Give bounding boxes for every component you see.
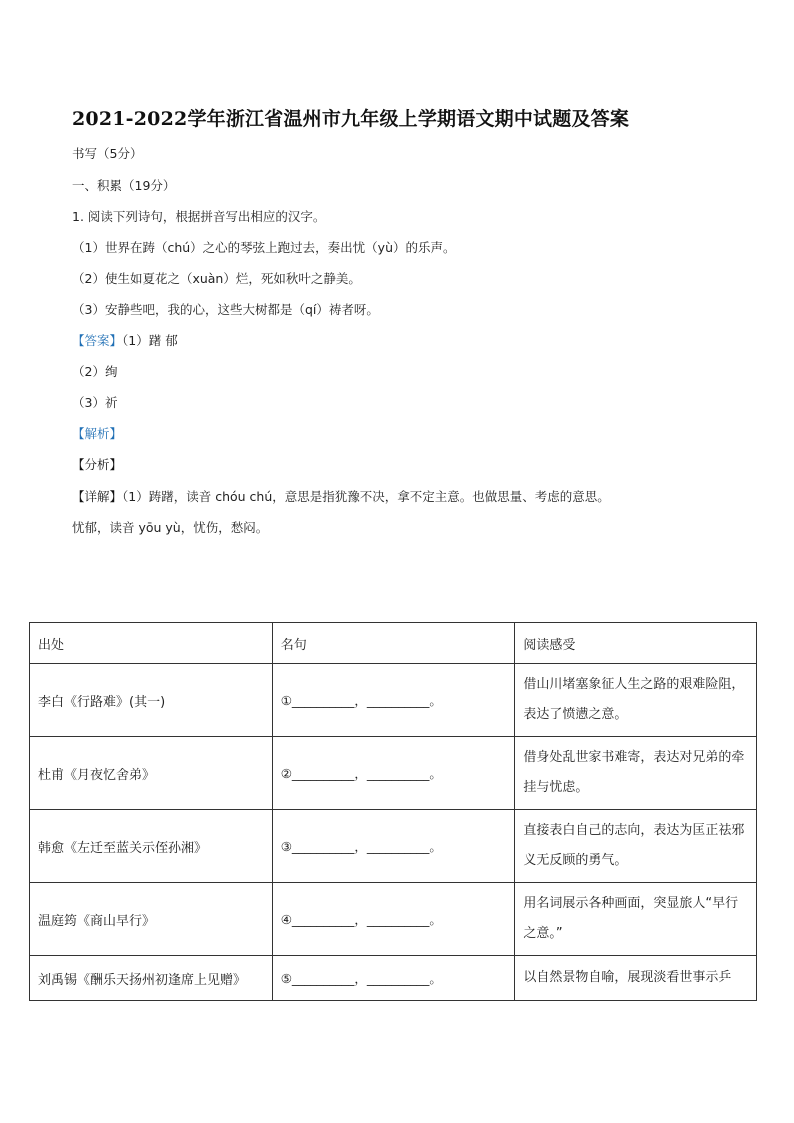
row-source: 杜甫《月夜忆舍弟》 bbox=[30, 737, 273, 810]
row-feeling: 以自然景物自喻，展现淡看世事示乒 bbox=[515, 956, 757, 1001]
table-row bbox=[30, 810, 757, 883]
question-1: 1. 阅读下列诗句，根据拼音写出相应的汉字。 bbox=[72, 209, 326, 224]
row-blank: ⑤__________，__________。 bbox=[272, 956, 515, 1001]
table-header-row bbox=[30, 623, 757, 664]
row-source: 李白《行路难》(其一) bbox=[30, 664, 273, 737]
detail-tag: 【详解】 bbox=[72, 489, 123, 504]
answer-3: （3）祈 bbox=[72, 395, 118, 410]
answer-line-1 bbox=[72, 333, 178, 349]
answer-2: （2）绚 bbox=[72, 364, 118, 379]
section-heading: 一、积累（19分） bbox=[72, 178, 176, 193]
header-feeling: 阅读感受 bbox=[515, 623, 757, 664]
detail-1: （1）踌躇，读音 chóu chú，意思是指犹豫不决，拿不定主意。也做思量、考虑的意思。 bbox=[122, 489, 610, 504]
row-blank: ②__________，__________。 bbox=[272, 737, 515, 810]
header-source: 出处 bbox=[30, 623, 273, 664]
row-blank: ③__________，__________。 bbox=[272, 810, 515, 883]
row-feeling: 借山川堵塞象征人生之路的艰难险阻，表达了愤懑之意。 bbox=[515, 664, 757, 737]
writing-score: 书写（5分） bbox=[72, 146, 143, 161]
row-blank: ④__________，__________。 bbox=[272, 883, 515, 956]
row-source: 温庭筠《商山早行》 bbox=[30, 883, 273, 956]
answer-1: （1）躇 郁 bbox=[122, 333, 178, 348]
row-source: 韩愈《左迁至蓝关示侄孙湘》 bbox=[30, 810, 273, 883]
row-feeling: 直接表白自己的志向，表达为匡正祛邪义无反顾的勇气。 bbox=[515, 810, 757, 883]
row-source: 刘禹锡《酬乐天扬州初逢席上见赠》 bbox=[30, 956, 273, 1001]
page-title: 2021-2022学年浙江省温州市九年级上学期语文期中试题及答案 bbox=[72, 108, 630, 130]
question-1-part-2: （2）使生如夏花之（xuàn）烂，死如秋叶之静美。 bbox=[72, 271, 361, 286]
question-1-part-3: （3）安静些吧，我的心，这些大树都是（qí）祷者呀。 bbox=[72, 302, 379, 317]
table-row bbox=[30, 883, 757, 956]
row-feeling: 用名词展示各种画面，突显旅人“早行之意。” bbox=[515, 883, 757, 956]
fenxi-tag: 【分析】 bbox=[72, 457, 123, 472]
analysis-tag: 【解析】 bbox=[72, 426, 123, 441]
table-row bbox=[30, 664, 757, 737]
row-feeling: 借身处乱世家书难寄，表达对兄弟的牵挂与忧虑。 bbox=[515, 737, 757, 810]
table-row bbox=[30, 956, 757, 1001]
row-blank: ①__________，__________。 bbox=[272, 664, 515, 737]
detail-2: 忧郁，读音 yōu yù，忧伤，愁闷。 bbox=[72, 520, 269, 535]
poem-table bbox=[29, 622, 757, 1001]
detail-line-1 bbox=[72, 489, 610, 505]
question-1-part-1: （1）世界在踌（chú）之心的琴弦上跑过去，奏出忧（yù）的乐声。 bbox=[72, 240, 456, 255]
header-quote: 名句 bbox=[272, 623, 515, 664]
answer-tag: 【答案】 bbox=[72, 333, 123, 348]
table-row bbox=[30, 737, 757, 810]
